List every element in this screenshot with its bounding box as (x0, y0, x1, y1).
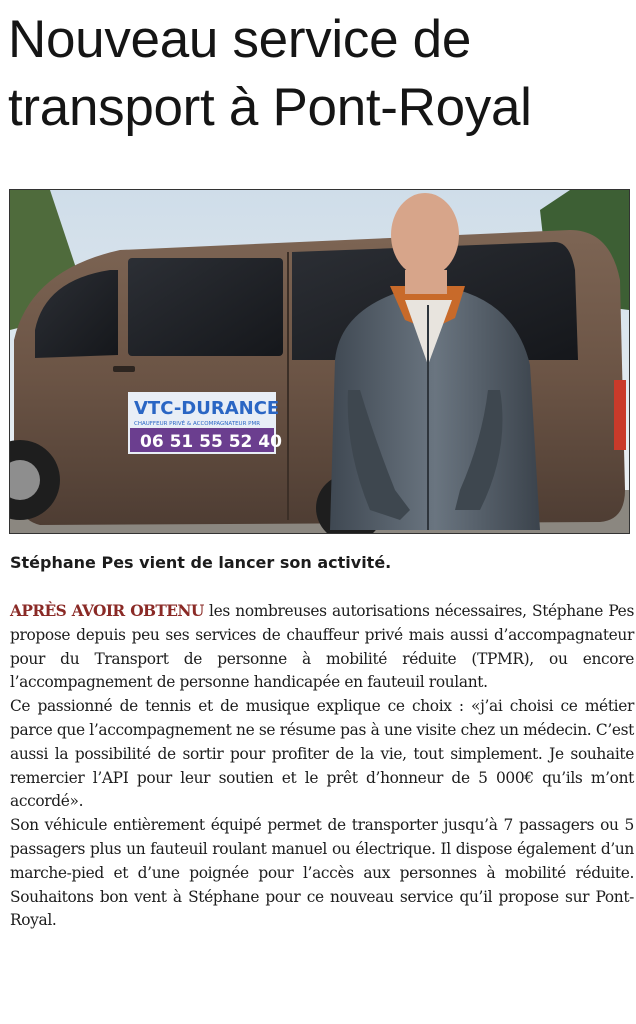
headline-line-1: Nouveau service de (8, 10, 472, 69)
person-neck (405, 270, 447, 294)
article-photo (9, 189, 630, 534)
photo-caption: Stéphane Pes vient de lancer son activité. (10, 553, 392, 572)
headline-line-2: transport à Pont-Royal (8, 78, 532, 137)
taillight (614, 380, 626, 450)
lead-in: APRÈS AVOIR OBTENU (10, 602, 204, 620)
door-handle (113, 366, 135, 372)
headline (8, 6, 628, 142)
person-head (391, 193, 459, 277)
van-sign-logo: VTC-DURANCE (134, 398, 280, 419)
van-sign-subtitle: CHAUFFEUR PRIVÉ & ACCOMPAGNATEUR PMR (134, 421, 261, 427)
article-body (10, 600, 634, 933)
van-sign-phone: 06 51 55 52 40 (140, 432, 282, 452)
paragraph-1-text: les nombreuses autorisations nécessaires, Stéphane Pes propose depuis peu ses services de chauffeur privé mais aussi d’accompagnateur pour du Transport de personne à mobilité réduite (TPMR), ou encore l’accompagnement de personne handicapée en fauteuil roulant. (10, 602, 634, 692)
paragraph-3: Son véhicule entièrement équipé permet de transporter jusqu’à 7 passagers ou 5 passagers plus un fauteuil roulant manuel ou électrique. Il dispose également d’un marche-pied et d’une poignée pour l’accès aux personnes à mobilité réduite. Souhaitons bon vent à Stéphane pour ce nouveau service qu’il propose sur Pont-Royal. (10, 816, 634, 930)
paragraph-2: Ce passionné de tennis et de musique explique ce choix : «j’ai choisi ce métier parce que l’accompagnement ne se résume pas à une visite chez un médecin. C’est aussi la possibilité de sortir pour profiter de la vie, tout simplement. Je souhaite remercier l’API pour leur soutien et le prêt d’honneur de 5 000€ qu’ils m’ont accordé». (10, 697, 634, 811)
paragraph-1 (10, 600, 634, 695)
van-side-window (128, 258, 283, 356)
